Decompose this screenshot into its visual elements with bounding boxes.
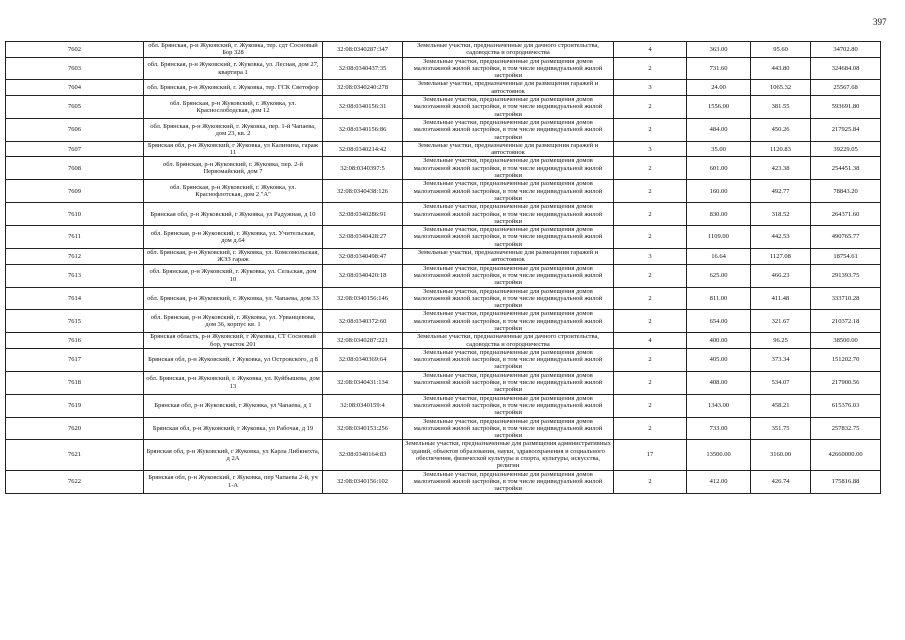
cell-group: 4 (614, 42, 687, 58)
table-row (6, 42, 881, 58)
cell-specific-value: 1120.83 (751, 141, 811, 157)
table-row (6, 440, 881, 470)
cell-area: 731.60 (687, 57, 751, 80)
cell-group: 2 (614, 57, 687, 80)
cell-land-use-type: Земельные участки, предназначенные для размещения домов малоэтажной жилой застройки, в том числе индивидуальной жилой застройки (403, 180, 614, 203)
cell-land-use-type: Земельные участки, предназначенные для дачного строительства, садоводства и огородничества (403, 42, 614, 58)
cell-cadastral-number: 32:08:0340431:134 (323, 371, 403, 394)
cell-group: 3 (614, 80, 687, 96)
table-row (6, 157, 881, 180)
cell-cadastral-value: 217925.84 (811, 118, 881, 141)
cell-cadastral-value: 39229.05 (811, 141, 881, 157)
cell-cadastral-value: 210372.18 (811, 310, 881, 333)
cell-address: обл. Брянская, р-н Жуковский, г. Жуковка, ул. Комсомольская, ЖЭЗ гараж (144, 249, 323, 265)
cell-number: 7604 (6, 80, 144, 96)
cell-cadastral-number: 32:08:0340428:27 (323, 226, 403, 249)
cell-land-use-type: Земельные участки, предназначенные для размещения домов малоэтажной жилой застройки, в том числе индивидуальной жилой застройки (403, 118, 614, 141)
cell-land-use-type: Земельные участки, предназначенные для размещения домов малоэтажной жилой застройки, в том числе индивидуальной жилой застройки (403, 470, 614, 493)
cell-area: 24.00 (687, 80, 751, 96)
table-row (6, 80, 881, 96)
cell-address: Брянская обл, р-н Жуковский, г Жуковка, ул Калинина, гараж 11 (144, 141, 323, 157)
cell-specific-value: 443.80 (751, 57, 811, 80)
cell-land-use-type: Земельные участки, предназначенные для размещения гаражей и автостоянок (403, 141, 614, 157)
cell-group: 2 (614, 310, 687, 333)
cell-address: Брянская обл, р-н Жуковский, г Жуковка, пер Чапаева 2-й, уч 1-А (144, 470, 323, 493)
cell-land-use-type: Земельные участки, предназначенные для размещения домов малоэтажной жилой застройки, в том числе индивидуальной жилой застройки (403, 96, 614, 119)
cell-address: Брянская обл, р-н Жуковский, г Жуковка, ул Чапаева, д 1 (144, 394, 323, 417)
table-row (6, 249, 881, 265)
cell-land-use-type: Земельные участки, предназначенные для размещения домов малоэтажной жилой застройки, в том числе индивидуальной жилой застройки (403, 417, 614, 440)
cell-group: 2 (614, 394, 687, 417)
cell-cadastral-value: 264371.60 (811, 203, 881, 226)
table-row (6, 394, 881, 417)
cell-number: 7616 (6, 333, 144, 349)
cell-area: 16.64 (687, 249, 751, 265)
cell-specific-value: 411.48 (751, 287, 811, 310)
cadastral-value-table (5, 41, 881, 494)
cell-number: 7605 (6, 96, 144, 119)
cell-area: 811.00 (687, 287, 751, 310)
cell-cadastral-number: 32:08:0340153:256 (323, 417, 403, 440)
cell-number: 7614 (6, 287, 144, 310)
cell-land-use-type: Земельные участки, предназначенные для размещения домов малоэтажной жилой застройки, в том числе индивидуальной жилой застройки (403, 226, 614, 249)
cell-cadastral-number: 32:08:0340286:91 (323, 203, 403, 226)
cell-cadastral-value: 490765.77 (811, 226, 881, 249)
cell-cadastral-value: 42660000.00 (811, 440, 881, 470)
cell-address: Брянская обл, р-н Жуковский, г Жуковка, ул Карла Либкнехта, д 2А (144, 440, 323, 470)
cell-cadastral-number: 32:08:0340397:5 (323, 157, 403, 180)
cell-cadastral-number: 32:08:0340369:64 (323, 348, 403, 371)
cell-group: 2 (614, 287, 687, 310)
table-row (6, 141, 881, 157)
cell-cadastral-value: 38500.00 (811, 333, 881, 349)
cell-address: обл. Брянская, р-н Жуковский, г. Жуковка, ул. Краснослободская, дом 12 (144, 96, 323, 119)
cell-cadastral-number: 32:08:0340498:47 (323, 249, 403, 265)
cell-cadastral-value: 151202.70 (811, 348, 881, 371)
cell-area: 733.00 (687, 417, 751, 440)
cell-area: 13500.00 (687, 440, 751, 470)
cell-number: 7621 (6, 440, 144, 470)
cell-address: обл. Брянская, р-н Жуковский, г. Жуковка, пер. 2-й Первомайский, дом 7 (144, 157, 323, 180)
cell-land-use-type: Земельные участки, предназначенные для размещения домов малоэтажной жилой застройки, в том числе индивидуальной жилой застройки (403, 157, 614, 180)
cell-group: 2 (614, 470, 687, 493)
cell-cadastral-value: 217900.56 (811, 371, 881, 394)
cell-specific-value: 466.23 (751, 264, 811, 287)
cell-group: 2 (614, 348, 687, 371)
cell-land-use-type: Земельные участки, предназначенные для размещения домов малоэтажной жилой застройки, в том числе индивидуальной жилой застройки (403, 310, 614, 333)
cell-address: обл. Брянская, р-н Жуковский, г. Жуковка, ул. Лесная, дом 27, квартира 1 (144, 57, 323, 80)
cell-specific-value: 351.75 (751, 417, 811, 440)
cell-cadastral-number: 32:08:0340159:4 (323, 394, 403, 417)
cell-address: обл. Брянская, р-н Жуковский, г. Жуковка, ул. Краснофлотская, дом 2 "А" (144, 180, 323, 203)
cell-address: обл. Брянская, р-н Жуковский, г. Жуковка, ул. Урванцевова, дом 36, корпус кв. 1 (144, 310, 323, 333)
cell-cadastral-number: 32:08:0340156:86 (323, 118, 403, 141)
cell-cadastral-number: 32:08:0340214:42 (323, 141, 403, 157)
cell-specific-value: 95.60 (751, 42, 811, 58)
cell-specific-value: 373.34 (751, 348, 811, 371)
table-row (6, 417, 881, 440)
cell-cadastral-value: 18754.61 (811, 249, 881, 265)
cell-number: 7619 (6, 394, 144, 417)
cell-address: Брянская обл, р-н Жуковский, г Жуковка, ул Рабочая, д 19 (144, 417, 323, 440)
cell-specific-value: 381.55 (751, 96, 811, 119)
cell-group: 2 (614, 118, 687, 141)
cell-area: 35.00 (687, 141, 751, 157)
cell-group: 2 (614, 226, 687, 249)
table-row (6, 180, 881, 203)
cell-cadastral-number: 32:08:0340372:60 (323, 310, 403, 333)
cell-group: 17 (614, 440, 687, 470)
cell-land-use-type: Земельные участки, предназначенные для размещения домов малоэтажной жилой застройки, в том числе индивидуальной жилой застройки (403, 287, 614, 310)
cell-area: 363.00 (687, 42, 751, 58)
table-row (6, 348, 881, 371)
page-number: 397 (873, 17, 887, 27)
cell-number: 7618 (6, 371, 144, 394)
cell-cadastral-number: 32:08:0340164:83 (323, 440, 403, 470)
cell-cadastral-value: 78843.20 (811, 180, 881, 203)
cell-area: 601.00 (687, 157, 751, 180)
cell-cadastral-value: 34702.80 (811, 42, 881, 58)
cell-specific-value: 318.52 (751, 203, 811, 226)
cell-group: 2 (614, 264, 687, 287)
cell-area: 1109.00 (687, 226, 751, 249)
table-row (6, 287, 881, 310)
cell-land-use-type: Земельные участки, предназначенные для размещения административных зданий, объектов образования, науки, здравоохранения и социального обеспечения, физической культуры и спорта, культуры, искусства, религии (403, 440, 614, 470)
cell-cadastral-value: 333710.28 (811, 287, 881, 310)
cell-area: 412.00 (687, 470, 751, 493)
cell-area: 400.00 (687, 333, 751, 349)
cell-area: 625.00 (687, 264, 751, 287)
cell-number: 7622 (6, 470, 144, 493)
cell-group: 4 (614, 333, 687, 349)
cell-cadastral-value: 175816.88 (811, 470, 881, 493)
cell-cadastral-number: 32:08:0340287:221 (323, 333, 403, 349)
cell-cadastral-number: 32:08:0340240:278 (323, 80, 403, 96)
cell-number: 7608 (6, 157, 144, 180)
cell-cadastral-number: 32:08:0340438:126 (323, 180, 403, 203)
cell-address: Брянская область, р-н Жуковский, г Жуковка, СТ Сосновый бор, участок 201 (144, 333, 323, 349)
cell-number: 7620 (6, 417, 144, 440)
cell-number: 7612 (6, 249, 144, 265)
cell-number: 7609 (6, 180, 144, 203)
cell-address: обл. Брянская, р-н Жуковский, г. Жуковка, тер. сдт Сосновый Бор 328 (144, 42, 323, 58)
table-row (6, 203, 881, 226)
cell-number: 7607 (6, 141, 144, 157)
cell-area: 654.00 (687, 310, 751, 333)
table-row (6, 57, 881, 80)
table-row (6, 264, 881, 287)
cell-cadastral-value: 254451.38 (811, 157, 881, 180)
cell-land-use-type: Земельные участки, предназначенные для размещения гаражей и автостоянок (403, 80, 614, 96)
cell-cadastral-value: 593691.80 (811, 96, 881, 119)
cell-address: Брянская обл, р-н Жуковский, г Жуковка, ул Островского, д 8 (144, 348, 323, 371)
cell-specific-value: 423.38 (751, 157, 811, 180)
cell-specific-value: 96.25 (751, 333, 811, 349)
table-row (6, 333, 881, 349)
cell-specific-value: 1065.32 (751, 80, 811, 96)
cell-land-use-type: Земельные участки, предназначенные для дачного строительства, садоводства и огородничества (403, 333, 614, 349)
cell-cadastral-value: 615376.03 (811, 394, 881, 417)
cell-area: 830.00 (687, 203, 751, 226)
cell-cadastral-number: 32:08:0340287:347 (323, 42, 403, 58)
cell-cadastral-number: 32:08:0340156:102 (323, 470, 403, 493)
cell-group: 2 (614, 417, 687, 440)
cell-specific-value: 3160.00 (751, 440, 811, 470)
cell-cadastral-value: 25567.68 (811, 80, 881, 96)
cell-address: обл. Брянская, р-н Жуковский, г. Жуковка, тер. ГСК Светофор (144, 80, 323, 96)
table-row (6, 226, 881, 249)
cell-area: 1556.00 (687, 96, 751, 119)
cell-group: 2 (614, 371, 687, 394)
cell-specific-value: 458.21 (751, 394, 811, 417)
cell-land-use-type: Земельные участки, предназначенные для размещения домов малоэтажной жилой застройки, в том числе индивидуальной жилой застройки (403, 57, 614, 80)
cell-area: 484.00 (687, 118, 751, 141)
cell-land-use-type: Земельные участки, предназначенные для размещения домов малоэтажной жилой застройки, в том числе индивидуальной жилой застройки (403, 264, 614, 287)
cell-group: 2 (614, 157, 687, 180)
cell-land-use-type: Земельные участки, предназначенные для размещения домов малоэтажной жилой застройки, в том числе индивидуальной жилой застройки (403, 203, 614, 226)
cell-specific-value: 426.74 (751, 470, 811, 493)
cell-group: 3 (614, 249, 687, 265)
cell-group: 2 (614, 180, 687, 203)
cell-cadastral-number: 32:08:0340420:18 (323, 264, 403, 287)
cell-specific-value: 534.07 (751, 371, 811, 394)
table-row (6, 96, 881, 119)
cell-specific-value: 450.26 (751, 118, 811, 141)
cell-land-use-type: Земельные участки, предназначенные для размещения домов малоэтажной жилой застройки, в том числе индивидуальной жилой застройки (403, 371, 614, 394)
cell-number: 7610 (6, 203, 144, 226)
cell-number: 7611 (6, 226, 144, 249)
cell-cadastral-value: 257832.75 (811, 417, 881, 440)
cell-cadastral-number: 32:08:0340437:35 (323, 57, 403, 80)
cell-number: 7613 (6, 264, 144, 287)
cell-area: 160.00 (687, 180, 751, 203)
table-row (6, 118, 881, 141)
table-body (6, 42, 881, 494)
cell-group: 2 (614, 96, 687, 119)
table-row (6, 371, 881, 394)
cell-land-use-type: Земельные участки, предназначенные для размещения домов малоэтажной жилой застройки, в том числе индивидуальной жилой застройки (403, 394, 614, 417)
cell-address: обл. Брянская, р-н Жуковский, г. Жуковка, ул. Учительская, дом д.64 (144, 226, 323, 249)
cell-area: 405.00 (687, 348, 751, 371)
cell-cadastral-number: 32:08:0340156:31 (323, 96, 403, 119)
cell-land-use-type: Земельные участки, предназначенные для размещения домов малоэтажной жилой застройки, в том числе индивидуальной жилой застройки (403, 348, 614, 371)
cell-cadastral-number: 32:08:0340156:146 (323, 287, 403, 310)
cell-number: 7602 (6, 42, 144, 58)
cell-land-use-type: Земельные участки, предназначенные для размещения гаражей и автостоянок (403, 249, 614, 265)
cell-specific-value: 321.67 (751, 310, 811, 333)
cell-area: 408.00 (687, 371, 751, 394)
cell-area: 1343.00 (687, 394, 751, 417)
cell-address: обл. Брянская, р-н Жуковский, г. Жуковка, ул. Сельская, дом 10 (144, 264, 323, 287)
cell-address: обл. Брянская, р-н Жуковский, г. Жуковка, ул. Чапаева, дом 33 (144, 287, 323, 310)
cell-number: 7606 (6, 118, 144, 141)
cell-number: 7615 (6, 310, 144, 333)
cell-specific-value: 442.53 (751, 226, 811, 249)
cell-address: обл. Брянская, р-н Жуковский, г. Жуковка, ул. Куйбышева, дом 13 (144, 371, 323, 394)
cell-cadastral-value: 291393.75 (811, 264, 881, 287)
cell-group: 2 (614, 203, 687, 226)
cell-specific-value: 1127.08 (751, 249, 811, 265)
cell-number: 7603 (6, 57, 144, 80)
cell-cadastral-value: 324684.08 (811, 57, 881, 80)
table-row (6, 310, 881, 333)
cell-address: Брянская обл, р-н Жуковский, г Жуковка, ул Радужная, д 10 (144, 203, 323, 226)
cell-number: 7617 (6, 348, 144, 371)
cell-specific-value: 492.77 (751, 180, 811, 203)
cell-address: обл. Брянская, р-н Жуковский, г. Жуковка, пер. 1-й Чапаева, дом 23, кв. 2 (144, 118, 323, 141)
cell-group: 3 (614, 141, 687, 157)
table-row (6, 470, 881, 493)
